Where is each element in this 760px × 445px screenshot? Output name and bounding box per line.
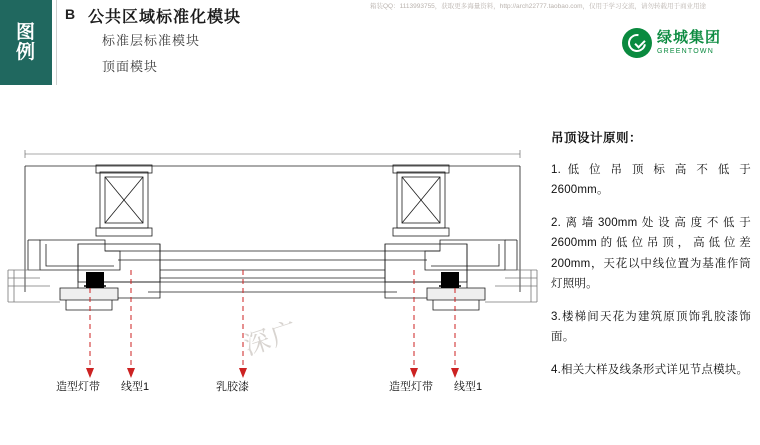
- design-principles-panel: [551, 128, 751, 393]
- callout-label-row: [0, 378, 545, 398]
- header-divider: [56, 0, 57, 85]
- design-principle-item: 2.离墙300mm处设高度不低于2600mm的低位吊顶，高低位差200mm，天花以中线位置为基准作筒灯照明。: [551, 217, 751, 290]
- callout-label: 线型1: [121, 381, 150, 393]
- page-subtitle-1: 标准层标准模块: [102, 33, 201, 48]
- legend-tab: [0, 0, 52, 85]
- callout-label: 造型灯带: [56, 381, 100, 393]
- top-watermark-text: 箱装QQ：1113993755，获取更多海量资料，http://arch22777.taobao.com，仅用于学习交流，请勿转载用于商业用途: [370, 3, 707, 10]
- design-principles-heading: 吊顶设计原则：: [551, 131, 643, 145]
- section-letter: B: [65, 6, 76, 22]
- design-principle-item: 1. 低 位 吊 顶 标 高 不 低 于 2600mm。: [551, 164, 751, 197]
- brand-logo-text: [657, 30, 721, 55]
- brand-logo: [622, 22, 752, 64]
- page-header: [52, 0, 522, 85]
- ceiling-section-drawing: [0, 120, 545, 420]
- legend-tab-line-1: 图: [15, 21, 36, 43]
- callout-label: 线型1: [454, 381, 483, 393]
- design-principle-item: 3.楼梯间天花为建筑原顶饰乳胶漆饰面。: [551, 310, 751, 343]
- callout-label: 造型灯带: [389, 381, 433, 393]
- callout-label: 乳胶漆: [216, 381, 249, 393]
- page-subtitle-2: 顶面模块: [102, 59, 159, 74]
- diagonal-watermark: 深广: [240, 315, 303, 361]
- page-title: 公共区域标准化模块: [88, 9, 242, 26]
- design-principle-item: 4.相关大样及线条形式详见节点模块。: [551, 364, 749, 376]
- greentown-logo-icon: [622, 28, 652, 58]
- brand-name-en: GREENTOWN: [657, 48, 714, 56]
- legend-tab-line-2: 例: [15, 41, 36, 63]
- brand-name-cn: 绿城集团: [657, 29, 722, 47]
